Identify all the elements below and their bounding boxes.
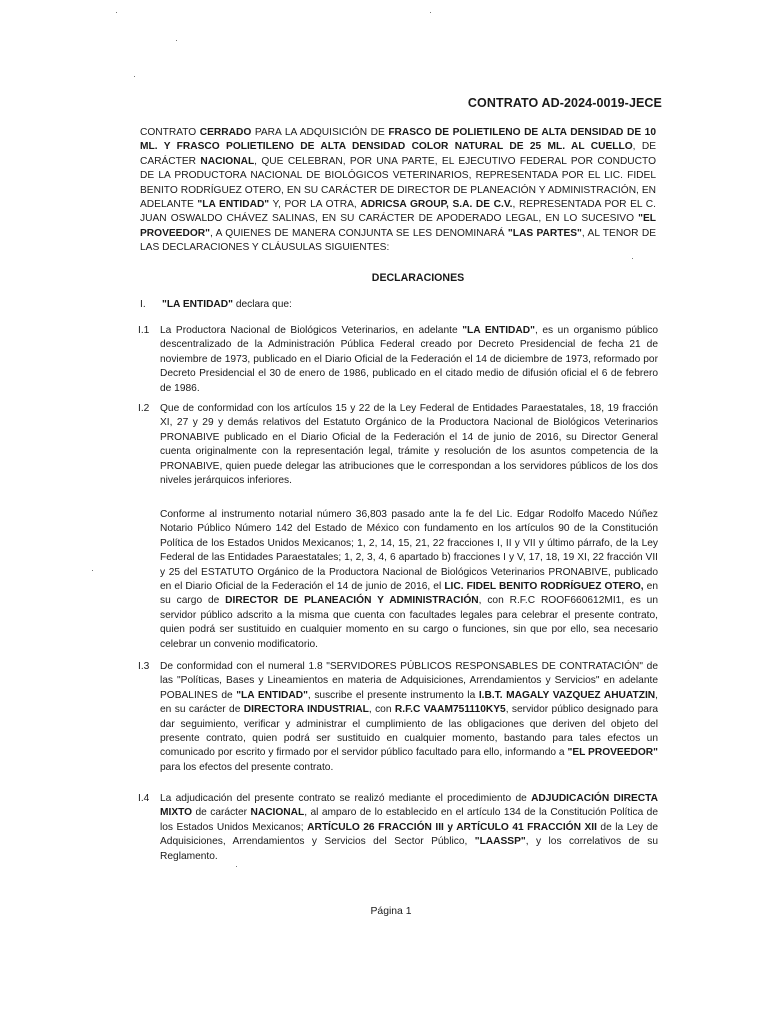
intro-text: , QUE CELEBRAN, POR UNA PARTE, EL EJECUTIVO FEDERAL POR CONDUCTO DE LA PRODUCTORA NACIONAL DE BIOLÓGICOS VETERINARIOS, REPRESENTADA POR EL LIC. FIDEL BENITO RODRÍGUEZ OTERO, EN SU CARÁCTER DE DIRECTOR DE PLANEACIÓN Y ADMINISTRACIÓN, EN ADELANTE xyxy=(140,155,656,211)
text-run: La Productora Nacional de Biológicos Veterinarios, en adelante xyxy=(160,325,463,336)
text-run: Conforme al instrumento notarial número 36,803 pasado ante la fe del Lic. Edgar Rodolfo Macedo Núñez Notario Público Número 142 del Estado de México con fundamento en los artículos 90 de la Constitución Política de los Estados Unidos Mexicanos; 1, 2, 14, 15, 21, 22 fracciones I, II y VII y último párrafo, de la Ley Federal de las Entidades Paraestatales; 1, 2, 3, 4, 6 apartado b) fracciones I y V, 17, 18, 19 XI, 22 fracción VII y 25 del ESTATUTO Orgánico de la Productora Nacional de Biológicos Veterinarios PRONABIVE, publicado en el Diario Oficial de la Federación el 14 de junio de 2016, el xyxy=(160,509,658,593)
section-text: declara que: xyxy=(232,299,292,310)
intro-text: CONTRATO xyxy=(140,127,200,138)
item-text xyxy=(160,660,658,775)
bold-run: DIRECTORA INDUSTRIAL xyxy=(243,704,369,716)
scan-speck xyxy=(116,12,117,13)
bold-run: LIC. FIDEL BENITO RODRÍGUEZ OTERO, xyxy=(444,581,644,593)
text-run: , en su carácter de xyxy=(160,689,658,716)
text-run: , suscribe el presente instrumento la xyxy=(307,689,479,701)
intro-text: PARA LA ADQUISICIÓN DE xyxy=(251,127,389,138)
scan-speck xyxy=(430,12,431,13)
text-run: de carácter xyxy=(192,807,251,819)
section-heading xyxy=(140,298,292,312)
bold-run: ARTÍCULO 26 FRACCIÓN III y ARTÍCULO 41 FRACCIÓN XII xyxy=(307,821,597,833)
declaration-item xyxy=(138,324,658,396)
intro-text: , AL TENOR DE LAS DECLARACIONES Y CLÁUSULAS SIGUIENTES: xyxy=(140,227,656,254)
scan-speck xyxy=(236,866,237,867)
item-number: I.4 xyxy=(138,793,150,804)
page-number: Página 1 xyxy=(370,906,412,917)
intro-bold: "EL PROVEEDOR" xyxy=(140,213,656,239)
notarial-paragraph xyxy=(160,508,658,652)
text-run: de la Ley de Adquisiciones, Arrendamientos y Servicios del Sector Público, xyxy=(160,821,658,848)
declarations-heading: DECLARACIONES xyxy=(371,272,465,284)
bold-run: I.B.T. MAGALY VAZQUEZ AHUATZIN xyxy=(478,689,656,701)
intro-bold: NACIONAL xyxy=(200,155,255,167)
section-number: I. xyxy=(140,299,146,310)
item-text xyxy=(160,324,658,396)
bold-run: "LAASSP" xyxy=(474,836,526,848)
bold-run: "EL PROVEEDOR" xyxy=(567,747,658,759)
text-run: De conformidad con el numeral 1.8 "SERVIDORES PÚBLICOS RESPONSABLES DE CONTRATACIÓN" de las "Políticas, Bases y Lineamientos en materia de Adquisiciones, Arrendamientos y Servicios" en adelante POBALINES de xyxy=(160,661,658,701)
contract-title: CONTRATO AD-2024-0019-JECE xyxy=(467,96,662,110)
item-number: I.2 xyxy=(138,403,150,414)
bold-run: DIRECTOR DE PLANEACIÓN Y ADMINISTRACIÓN xyxy=(225,595,479,607)
text-run: , y los correlativos de su Reglamento. xyxy=(160,836,658,862)
text-run: , con xyxy=(368,704,395,716)
intro-text: , A QUIENES DE MANERA CONJUNTA SE LES DENOMINARÁ xyxy=(209,227,508,239)
text-run: , servidor público designado para dar seguimiento, verificar y administrar el cumplimiento de las obligaciones que deriven del objeto del presente contrato, quien podrá ser sustituido en cualquier momento, bastando para tales efectos un comunicado por escrito y firmado por el servidor público facultado para ello, informando a xyxy=(160,704,659,759)
declaration-item xyxy=(138,402,658,488)
intro-bold: CERRADO xyxy=(199,127,252,138)
scan-speck xyxy=(134,76,135,77)
item-number: I.3 xyxy=(138,661,150,672)
intro-bold: FRASCO DE POLIETILENO DE ALTA DENSIDAD DE 10 ML. Y FRASCO POLIETILENO DE ALTA DENSIDAD COLOR NATURAL DE 25 ML. AL CUELLO xyxy=(140,127,656,153)
text-run: en su cargo de xyxy=(160,581,658,607)
intro-bold: "LAS PARTES" xyxy=(507,227,582,239)
bold-run: R.F.C VAAM751110KY5 xyxy=(394,704,506,716)
bold-run: "LA ENTIDAD" xyxy=(462,325,535,336)
text-run: , con R.F.C ROOF660612MI1, es un servidor público adscrito a la misma que cuenta con facultades legales para celebrar el presente contrato, quien podrá ser sustituido en cualquier momento en su cargo o funciones, sin que por ello, sea necesario celebrar un convenio modificatorio. xyxy=(160,595,658,650)
scan-speck xyxy=(632,258,633,259)
bold-run: NACIONAL xyxy=(250,807,305,819)
bold-run: "LA ENTIDAD" xyxy=(236,689,308,701)
text-run: , es un organismo público descentralizado de la Administración Pública Federal creado por Decreto Presidencial de fecha 21 de noviembre de 1973, publicado en el Diario Oficial de la Federación el 14 de diciembre de 1973, reformado por Decreto Presidencial el 30 de enero de 1986, publicado en el citado medio de difusión oficial el 6 de febrero de 1986. xyxy=(160,325,659,394)
scan-speck xyxy=(92,570,93,571)
item-text xyxy=(160,792,658,864)
declaration-item xyxy=(138,660,658,775)
intro-text: , REPRESENTADA POR EL C. JUAN OSWALDO CHÁVEZ SALINAS, EN SU CARÁCTER DE APODERADO LEGAL, EN LO SUCESIVO xyxy=(140,199,656,225)
section-bold: "LA ENTIDAD" xyxy=(162,299,233,310)
intro-bold: "LA ENTIDAD" xyxy=(197,199,270,211)
intro-text: Y, POR LA OTRA, xyxy=(269,199,361,211)
text-run: para los efectos del presente contrato. xyxy=(160,761,334,773)
intro-bold: ADRICSA GROUP, S.A. DE C.V. xyxy=(360,199,513,211)
text-run: La adjudicación del presente contrato se realizó mediante el procedimiento de xyxy=(160,793,532,804)
scan-speck xyxy=(176,40,177,41)
intro-text: , DE CARÁCTER xyxy=(140,141,656,167)
item-number: I.1 xyxy=(138,325,150,336)
text-run: , al amparo de lo establecido en el artículo 134 de la Constitución Política de los Estados Unidos Mexicanos; xyxy=(160,807,658,833)
intro-paragraph xyxy=(140,126,656,256)
bold-run: ADJUDICACIÓN DIRECTA MIXTO xyxy=(160,793,658,819)
declaration-item xyxy=(138,792,658,864)
item-text: Que de conformidad con los artículos 15 y 22 de la Ley Federal de Entidades Paraestatales, 18, 19 fracción XI, 27 y 29 y demás relativos del Estatuto Orgánico de la Productora Nacional de Biológicos Veterinarios PRONABIVE publicado en el Diario Oficial de la Federación el 14 de junio de 2016, su Director General cuenta originalmente con la representación legal, trámite y resolución de los asuntos competencia de la PRONABIVE, quien puede delegar las atribuciones que le correspondan a los servidores públicos de los dos niveles jerárquicos inferiores. xyxy=(160,403,658,487)
